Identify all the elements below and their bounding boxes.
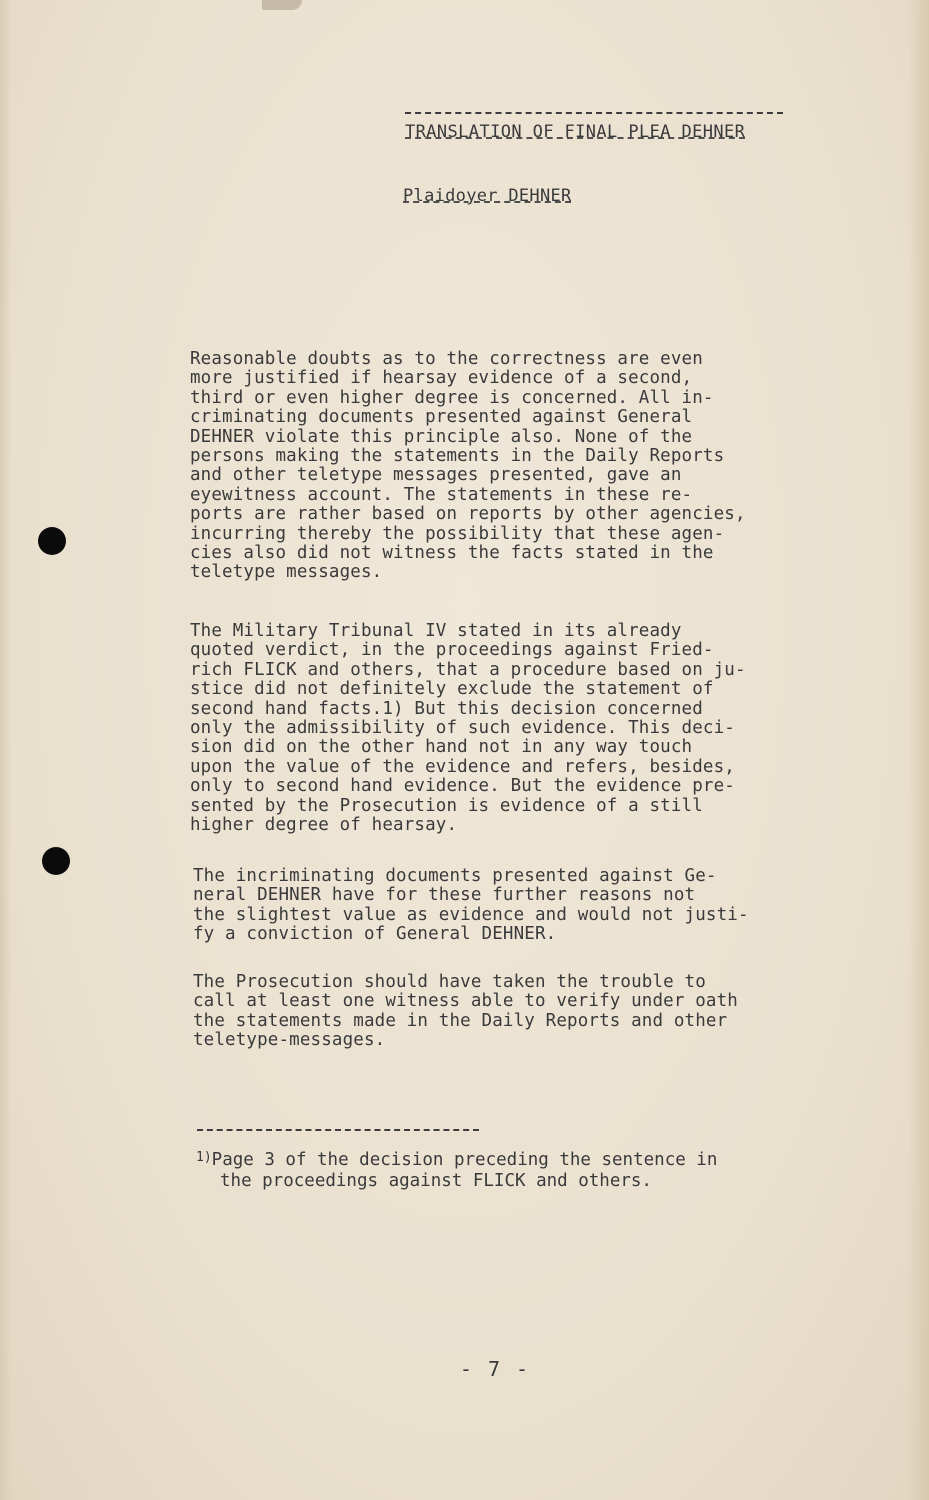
footnote-text-line-2: the proceedings against FLICK and others. <box>220 1171 652 1191</box>
paragraph-no-value-as-evidence: The incriminating documents presented against Ge- neral DEHNER have for these further reasons not the slightest value as evidence and would not justi- fy a conviction of General DEHNER. <box>193 866 749 945</box>
punch-hole-upper <box>38 527 66 555</box>
punch-hole-lower <box>42 847 70 875</box>
page-edge-shadow-right <box>907 0 929 1500</box>
document-title: TRANSLATION OF FINAL PLEA DEHNER <box>405 122 746 142</box>
page-edge-shadow-left <box>0 0 12 1500</box>
footnote-line-1 <box>196 1150 717 1171</box>
footnote-marker: 1) <box>196 1150 212 1165</box>
top-smudge-mark <box>262 0 302 10</box>
page-number: - 7 - <box>459 1357 531 1381</box>
footnote <box>196 1150 717 1192</box>
footnote-text-line-1: Page 3 of the decision preceding the sentence in <box>211 1150 718 1170</box>
paragraph-prosecution-witness: The Prosecution should have taken the trouble to call at least one witness able to verify under oath the statements made in the Daily Reports and other teletype-messages. <box>193 972 738 1051</box>
footnote-separator-rule <box>197 1129 479 1131</box>
paragraph-tribunal-verdict: The Military Tribunal IV stated in its already quoted verdict, in the proceedings against Fried- rich FLICK and others, that a procedure based on ju- stice did not definitely exclude the statement of second hand facts.1) But this decision concerned only the admissibility of such evidence. This deci- sion did on the other hand not in any way touch upon the value of the evidence and refers, besides, only to second hand evidence. But the evidence pre- sented by the Prosecution is evidence of a still higher degree of hearsay. <box>190 621 746 836</box>
header-dashed-rule <box>405 112 783 114</box>
document-subtitle: Plaidoyer DEHNER <box>403 186 572 206</box>
paragraph-hearsay-doubts: Reasonable doubts as to the correctness are even more justified if hearsay evidence of a second, third or even higher degree is concerned. All in- criminating documents presented against General DEHNER violate this principle also. None of the persons making the statements in the Daily Reports and other teletype messages presented, gave an eyewitness account. The statements in these re- ports are rather based on reports by other agencies, incurring thereby the possibility that these agen- cies also did not witness the facts stated in the teletype messages. <box>190 349 746 583</box>
